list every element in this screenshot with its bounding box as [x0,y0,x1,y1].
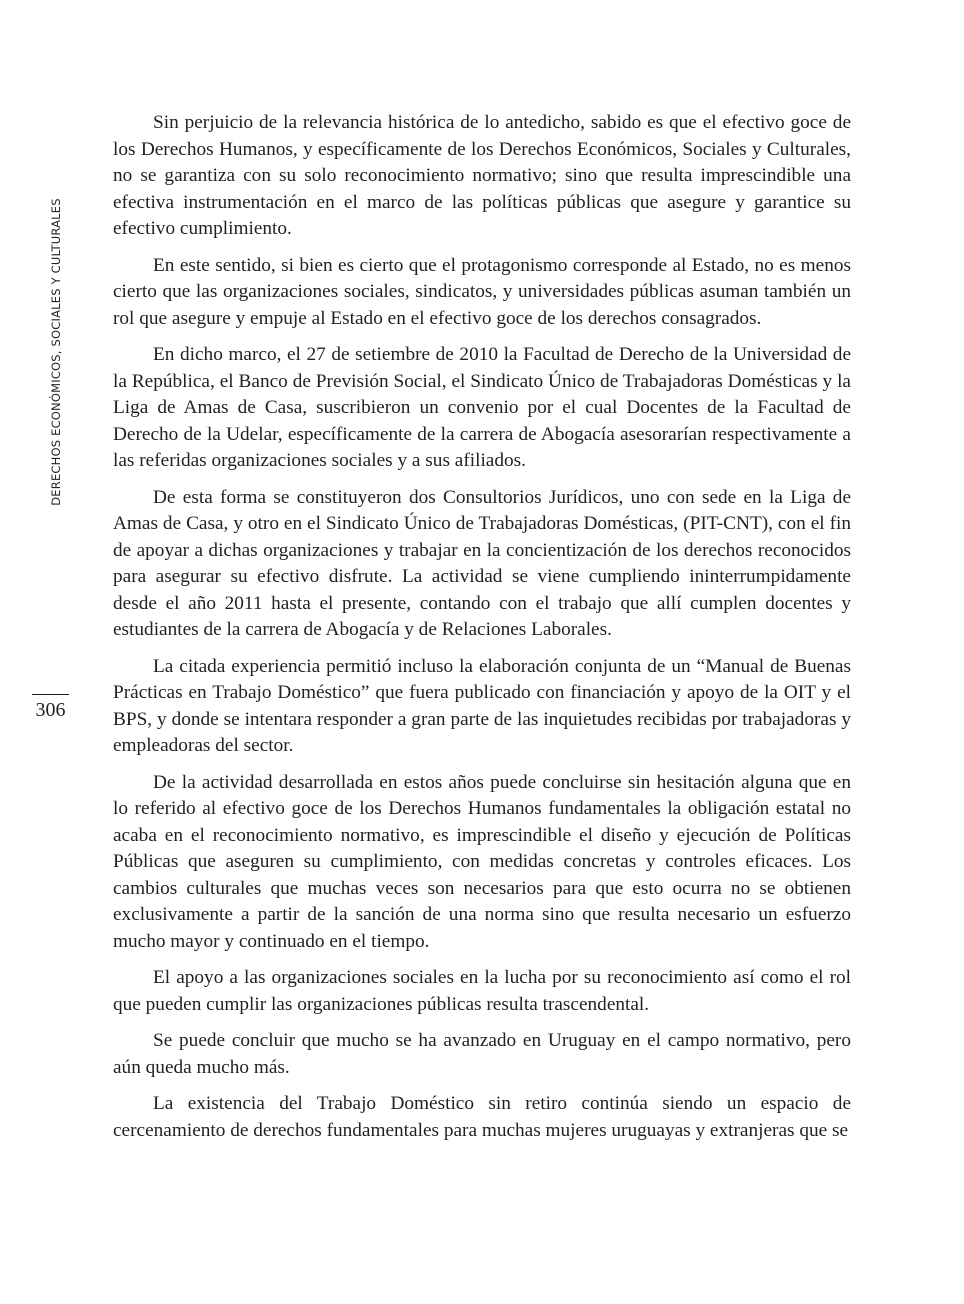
paragraph: En este sentido, si bien es cierto que el protagonismo corresponde al Estado, no es menos cierto que las organizaciones sociales, sindicatos, y universidades públicas asuman también un rol que asegure y empuje al Estado en el efectivo goce de los derechos consagrados. [113,254,851,329]
paragraph: De esta forma se constituyeron dos Consultorios Jurídicos, uno con sede en la Liga de Amas de Casa, y otro en el Sindicato Único de Trabajadoras Domésticas, (PIT-CNT), con el fin de apoyar a dichas organizaciones y trabajar en la concientización de los derechos reconocidos para asegurar su efectivo disfrute. La actividad se viene cumpliendo ininterrumpidamente desde el año 2011 hasta el presente, contando con el trabajo que allí cumplen docentes y estudiantes de la carrera de Abogacía y de Relaciones Laborales. [113,486,851,640]
paragraph: El apoyo a las organizaciones sociales en la lucha por su reconocimiento así como el rol que pueden cumplir las organizaciones públicas resulta trascendental. [113,967,851,1015]
paragraph: De la actividad desarrollada en estos años puede concluirse sin hesitación alguna que en lo referido al efectivo goce de los Derechos Humanos fundamentales la obligación estatal no acaba en el reconocimiento normativo, es imprescindible el diseño y ejecución de Políticas Públicas que aseguren su cumplimiento, con medidas concretas y controles eficaces. Los cambios culturales que muchas veces son necesarios para que esto ocurra no se obtienen exclusivamente a partir de la sanción de una norma sino que resulta necesario un esfuerzo mucho mayor y continuado en el tiempo. [113,771,851,952]
paragraph: Se puede concluir que mucho se ha avanzado en Uruguay en el campo normativo, pero aún queda mucho más. [113,1030,851,1078]
page-number-rule [32,694,69,695]
running-title: DERECHOS ECONÓMICOS, SOCIALES Y CULTURALES [49,198,63,506]
paragraph: La citada experiencia permitió incluso la elaboración conjunta de un “Manual de Buenas Prácticas en Trabajo Doméstico” que fuera publicado con financiación y apoyo de la OIT y el BPS, y donde se intentara responder a gran parte de las inquietudes recibidas por trabajadoras y empleadoras del sector. [113,655,851,756]
paragraph: La existencia del Trabajo Doméstico sin retiro continúa siendo un espacio de cercenamiento de derechos fundamentales para muchas mujeres uruguayas y extranjeras que se [113,1093,851,1141]
body-text [113,110,851,1154]
paragraph: Sin perjuicio de la relevancia histórica de lo antedicho, sabido es que el efectivo goce de los Derechos Humanos, y específicamente de los Derechos Económicos, Sociales y Culturales, no se garantiza con su solo reconocimiento normativo; sino que resulta imprescindible una efectiva instrumentación en el marco de las políticas públicas que asegure y garantice su efectivo cumplimiento. [113,112,851,239]
paragraph: En dicho marco, el 27 de setiembre de 2010 la Facultad de Derecho de la Universidad de la República, el Banco de Previsión Social, el Sindicato Único de Trabajadoras Domésticas y la Liga de Amas de Casa, suscribieron un convenio por el cual Docentes de la Facultad de Derecho de la Udelar, específicamente de la carrera de Abogacía asesorarían respectivamente a las referidas organizaciones sociales y a sus afiliados. [113,344,851,471]
page-number: 306 [35,699,66,721]
